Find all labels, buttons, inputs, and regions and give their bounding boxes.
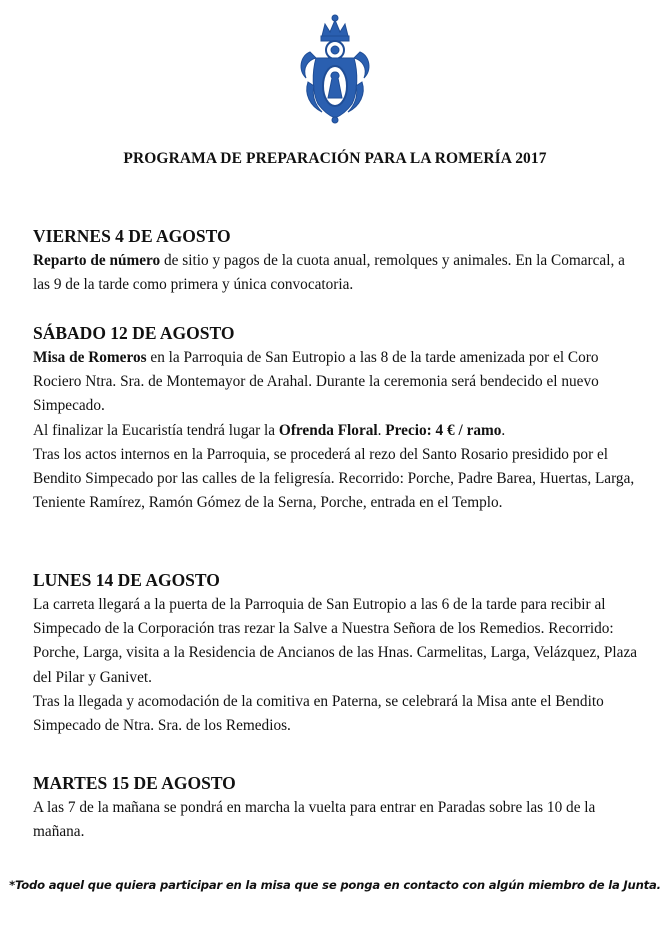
- page-title: PROGRAMA DE PREPARACIÓN PARA LA ROMERÍA 2017: [123, 150, 547, 167]
- section-paragraph: Al finalizar la Eucaristía tendrá lugar la Ofrenda Floral. Precio: 4 € / ramo.: [33, 421, 506, 439]
- section-paragraph: A las 7 de la mañana se pondrá en marcha la vuelta para entrar en Paradas sobre las 10 de la mañana.: [33, 799, 596, 841]
- section-viernes: [33, 226, 638, 297]
- section-paragraph: Tras la llegada y acomodación de la comitiva en Paterna, se celebrará la Misa ante el Bendito Simpecado de Ntra. Sra. de los Remedios.: [33, 692, 604, 735]
- footnote: *Todo aquel que quiera participar en la misa que se ponga en contacto con algún miembro de la Junta.: [9, 878, 661, 892]
- section-paragraph: Misa de Romeros en la Parroquia de San Eutropio a las 8 de la tarde amenizada por el Coro Rociero Ntra. Sra. de Montemayor de Arahal. Durante la ceremonia será bendecido el nuevo Simpecado.: [33, 349, 599, 415]
- section-martes: [33, 773, 638, 844]
- section-heading: MARTES 15 DE AGOSTO: [33, 773, 236, 793]
- section-paragraph: La carreta llegará a la puerta de la Parroquia de San Eutropio a las 6 de la tarde para recibir al Simpecado de la Corporación tras rezar la Salve a Nuestra Señora de los Remedios. Recorrido: Porche, Larga, visita a la Residencia de Ancianos de las Hnas. Carmelitas, Larga, Velázquez, Plaza del Pilar y Ganivet.: [33, 596, 638, 686]
- section-sabado: [33, 323, 638, 515]
- section-paragraph: Reparto de número de sitio y pagos de la cuota anual, remolques y animales. En la Comarcal, a las 9 de la tarde como primera y única convocatoria.: [33, 252, 625, 294]
- section-heading: VIERNES 4 DE AGOSTO: [33, 226, 231, 246]
- section-heading: LUNES 14 DE AGOSTO: [33, 570, 220, 590]
- brotherhood-crest-icon: [292, 12, 378, 124]
- section-lunes: [33, 570, 638, 738]
- section-heading: SÁBADO 12 DE AGOSTO: [33, 323, 235, 343]
- section-paragraph: Tras los actos internos en la Parroquia, se procederá al rezo del Santo Rosario presidido por el Bendito Simpecado por las calles de la feligresía. Recorrido: Porche, Padre Barea, Huertas, Larga, Teniente Ramírez, Ramón Gómez de la Serna, Porche, entrada en el Templo.: [33, 445, 635, 512]
